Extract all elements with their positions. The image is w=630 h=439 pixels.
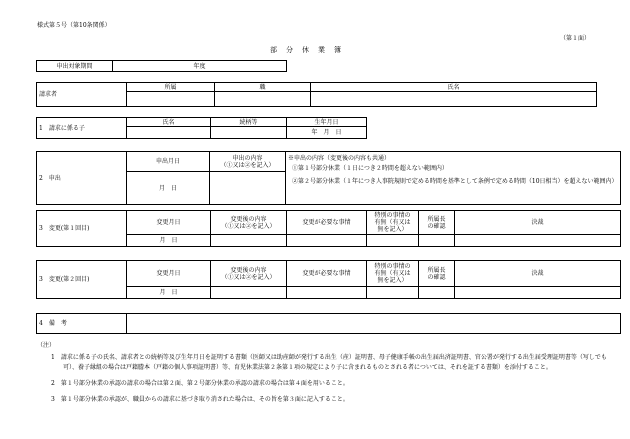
- change2-content-header: 変更後の内容 （①又は②を記入）: [211, 261, 287, 287]
- remarks-table: [36, 313, 621, 334]
- application-date-header: 申出月日: [127, 152, 210, 172]
- child-relation-field[interactable]: [211, 127, 287, 139]
- application-date-field[interactable]: 月 日: [127, 172, 210, 205]
- note-item-1: 1 請求に係る子の氏名、請求者との続柄等及び生年月日を証明する書類（医師又は助産師が発行する出生（産）証明書、母子健康手帳の出生届出済証明書、官公署が発行する出生届受理証明書等（写しでも可）、養子縁組の場合は戸籍謄本（戸籍の個人事項証明書）等、育児休業法第２条第１項の規定により子に含まれるものとされる者については、それを証する書類）を添付すること。: [51, 354, 607, 371]
- change2-reason-field[interactable]: [287, 287, 367, 299]
- change1-reason-field[interactable]: [287, 235, 367, 247]
- requester-affiliation-header: 所属: [127, 83, 215, 92]
- change2-label: 3 変更(第２回目): [37, 261, 127, 299]
- application-content-header: 申出の内容 （①又は②を記入）: [210, 152, 286, 172]
- change1-label: 3 変更(第１回目): [37, 211, 127, 247]
- change1-confirm-field[interactable]: [419, 235, 455, 247]
- change2-date-field[interactable]: 月 日: [127, 287, 211, 299]
- child-relation-header: 続柄等: [211, 118, 287, 127]
- application-note-head: ※申出の内容（変更後の内容も共通）: [288, 155, 391, 162]
- child-birth-header: 生年月日: [287, 118, 367, 127]
- note-item-3: 3 第１号部分休業の承認が、職員からの請求に基づき取り消された場合は、その旨を第３面に記入すること。: [51, 396, 349, 403]
- change2-table: [36, 260, 621, 299]
- change2-date-header: 変更月日: [127, 261, 211, 287]
- change1-content-field[interactable]: [211, 235, 287, 247]
- child-label: 1 請求に係る子: [37, 118, 127, 139]
- requester-name-header: 氏名: [311, 83, 597, 92]
- child-name-header: 氏名: [127, 118, 211, 127]
- change1-reason-header: 変更が必要な事情: [287, 211, 367, 235]
- application-table: [36, 151, 621, 205]
- child-name-field[interactable]: [127, 127, 211, 139]
- change1-content-header: 変更後の内容 （①又は②を記入）: [211, 211, 287, 235]
- change2-special-header: 特別の事情の 有無（有又は 無を記入）: [367, 261, 419, 287]
- application-note: [286, 152, 621, 205]
- remarks-field[interactable]: [127, 314, 621, 334]
- page-label: （第１面）: [560, 35, 591, 42]
- change2-content-field[interactable]: [211, 287, 287, 299]
- requester-position-field[interactable]: [215, 92, 311, 107]
- page-title: 部 分 休 業 簿: [270, 46, 342, 54]
- requester-position-header: 職: [215, 83, 311, 92]
- note-item-2: 2 第１号部分休業の承認の請求の場合は第２面、第２号部分休業の承認の請求の場合は第４面を用いること。: [51, 380, 349, 387]
- requester-label: 請求者: [37, 83, 127, 107]
- notes-section: [37, 341, 615, 411]
- application-label: 2 申出: [37, 152, 127, 205]
- period-year-field[interactable]: 年度: [113, 61, 287, 72]
- requester-table: [36, 82, 597, 107]
- form-label: 様式第５号（第10条関係）: [37, 22, 111, 29]
- change2-decision-header: 決裁: [455, 261, 621, 287]
- change1-special-field[interactable]: [367, 235, 419, 247]
- remarks-label: 4 備 考: [37, 314, 127, 334]
- change1-date-field[interactable]: 月 日: [127, 235, 211, 247]
- change1-table: [36, 210, 621, 247]
- change2-confirm-field[interactable]: [419, 287, 455, 299]
- change1-special-header: 特別の事情の 有無（有又は 無を記入）: [367, 211, 419, 235]
- period-label: 申出対象期間: [37, 61, 113, 72]
- period-table: [36, 60, 287, 72]
- change2-decision-field[interactable]: [455, 287, 621, 299]
- change1-decision-header: 決裁: [455, 211, 621, 235]
- change2-confirm-header: 所属長 の確認: [419, 261, 455, 287]
- change2-reason-header: 変更が必要な事情: [287, 261, 367, 287]
- change1-decision-field[interactable]: [455, 235, 621, 247]
- notes-heading: （注）: [37, 342, 56, 349]
- change1-date-header: 変更月日: [127, 211, 211, 235]
- child-table: [36, 117, 367, 139]
- change2-special-field[interactable]: [367, 287, 419, 299]
- application-content-field[interactable]: [210, 172, 286, 205]
- requester-name-field[interactable]: [311, 92, 597, 107]
- application-option1: ①第１号部分休業（１日につき２時間を超えない範囲内）: [292, 165, 448, 172]
- requester-affiliation-field[interactable]: [127, 92, 215, 107]
- application-option2: ②第２号部分休業（１年につき人事院規則で定める時間を基準として条例で定める時間（10日相当）を超えない範囲内）: [292, 178, 618, 185]
- change1-confirm-header: 所属長 の確認: [419, 211, 455, 235]
- child-birth-field[interactable]: 年 月 日: [287, 127, 367, 139]
